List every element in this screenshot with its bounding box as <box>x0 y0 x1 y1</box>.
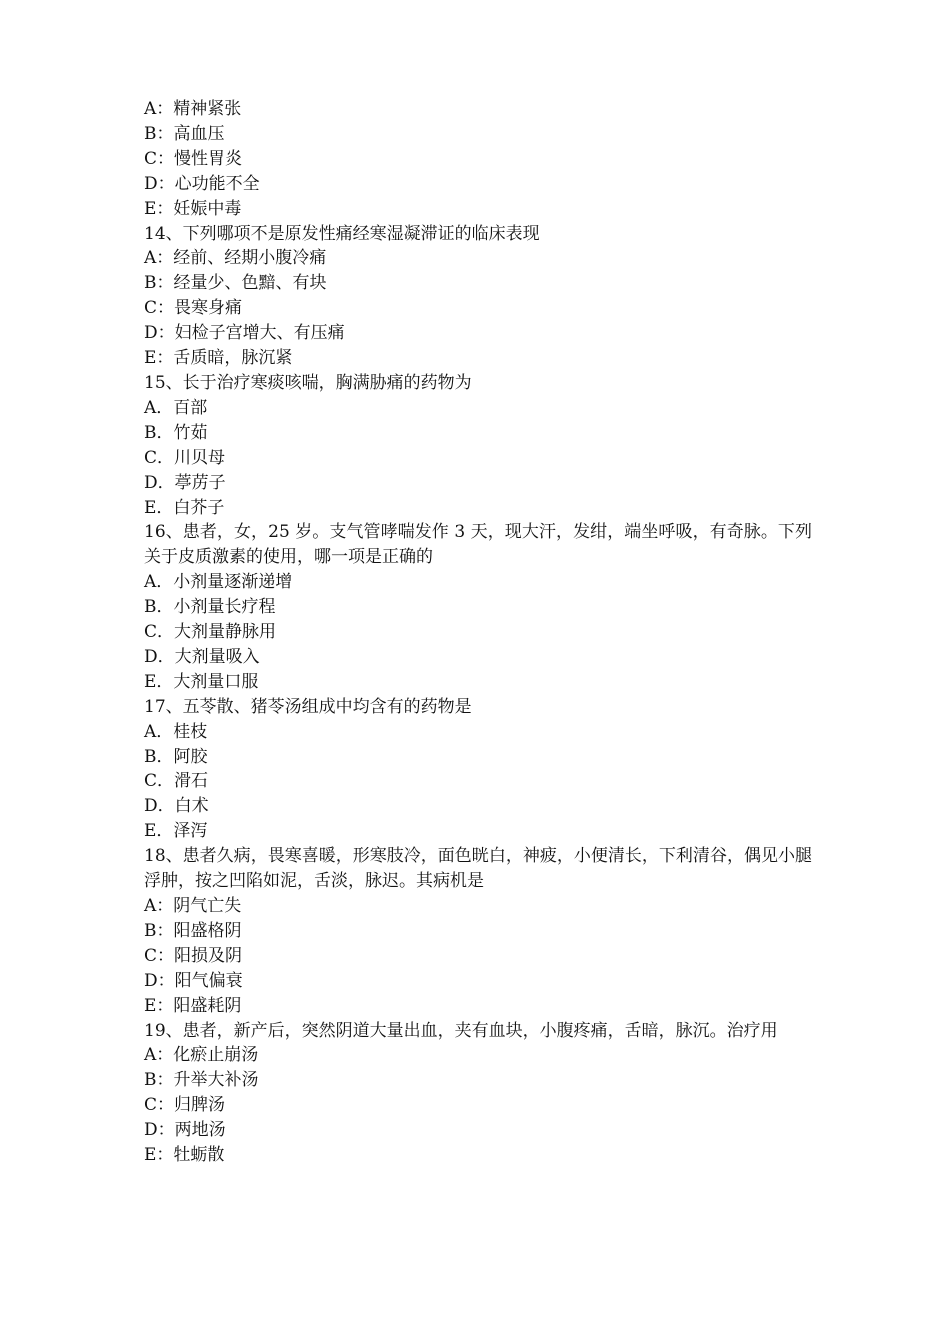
option-line: E：舌质暗，脉沉紧 <box>144 348 293 369</box>
option-line: C．滑石 <box>144 771 209 792</box>
option-line: D．大剂量吸入 <box>144 646 260 667</box>
question-stem: 19、患者，新产后，突然阴道大量出血，夹有血块，小腹疼痛，舌暗，脉沉。治疗用 <box>144 1020 778 1041</box>
option-line: A：阴气亡失 <box>144 896 242 916</box>
option-line: E：阳盛耗阴 <box>144 995 242 1016</box>
option-line: A．桂枝 <box>144 721 208 742</box>
option-line: B：升举大补汤 <box>144 1070 259 1091</box>
option-line: A：化瘀止崩汤 <box>144 1045 259 1066</box>
option-line: E．白芥子 <box>144 497 225 518</box>
question-stem: 14、下列哪项不是原发性痛经寒湿凝滞证的临床表现 <box>144 223 540 244</box>
option-line: B：高血压 <box>144 123 225 144</box>
option-line: C：畏寒身痛 <box>144 298 243 319</box>
question-stem: 18、患者久病，畏寒喜暖，形寒肢冷，面色晄白，神疲，小便清长，下利清谷，偶见小腿浮肿，按之凹陷如泥，舌淡，脉迟。其病机是 <box>144 846 812 892</box>
option-line: C．大剂量静脉用 <box>144 622 277 643</box>
option-line: D：妇检子宫增大、有压痛 <box>144 323 345 344</box>
option-line: E．大剂量口服 <box>144 671 259 692</box>
option-line: C：阳损及阴 <box>144 945 243 966</box>
option-line: A．百部 <box>144 397 208 418</box>
option-line: D．白术 <box>144 796 209 817</box>
option-line: C．川贝母 <box>144 447 226 468</box>
option-line: A．小剂量逐渐递增 <box>144 572 293 593</box>
option-line: C：归脾汤 <box>144 1095 226 1116</box>
option-line: B．阿胶 <box>144 746 208 767</box>
option-line: C：慢性胃炎 <box>144 148 243 169</box>
question-stem: 17、五苓散、猪苓汤组成中均含有的药物是 <box>144 696 472 717</box>
option-line: B：经量少、色黯、有块 <box>144 273 327 294</box>
option-line: A：经前、经期小腹冷痛 <box>144 248 327 269</box>
option-line: D：两地汤 <box>144 1120 226 1141</box>
option-line: E．泽泻 <box>144 821 208 842</box>
question-stem: 16、患者，女，25 岁。支气管哮喘发作 3 天，现大汗，发绀，端坐呼吸，有奇脉。下列关于皮质激素的使用，哪一项是正确的 <box>144 522 812 568</box>
option-line: E：牡蛎散 <box>144 1145 225 1166</box>
option-line: D：阳气偏衰 <box>144 970 243 991</box>
option-line: B．小剂量长疗程 <box>144 597 276 618</box>
document-page <box>144 97 824 1168</box>
option-line: A：精神紧张 <box>144 99 242 119</box>
option-line: D：心功能不全 <box>144 173 260 194</box>
option-line: B．竹茹 <box>144 422 208 443</box>
option-line: D．葶苈子 <box>144 472 226 493</box>
option-line: E：妊娠中毒 <box>144 198 242 219</box>
question-stem: 15、长于治疗寒痰咳喘，胸满胁痛的药物为 <box>144 372 472 393</box>
option-line: B：阳盛格阴 <box>144 920 242 941</box>
